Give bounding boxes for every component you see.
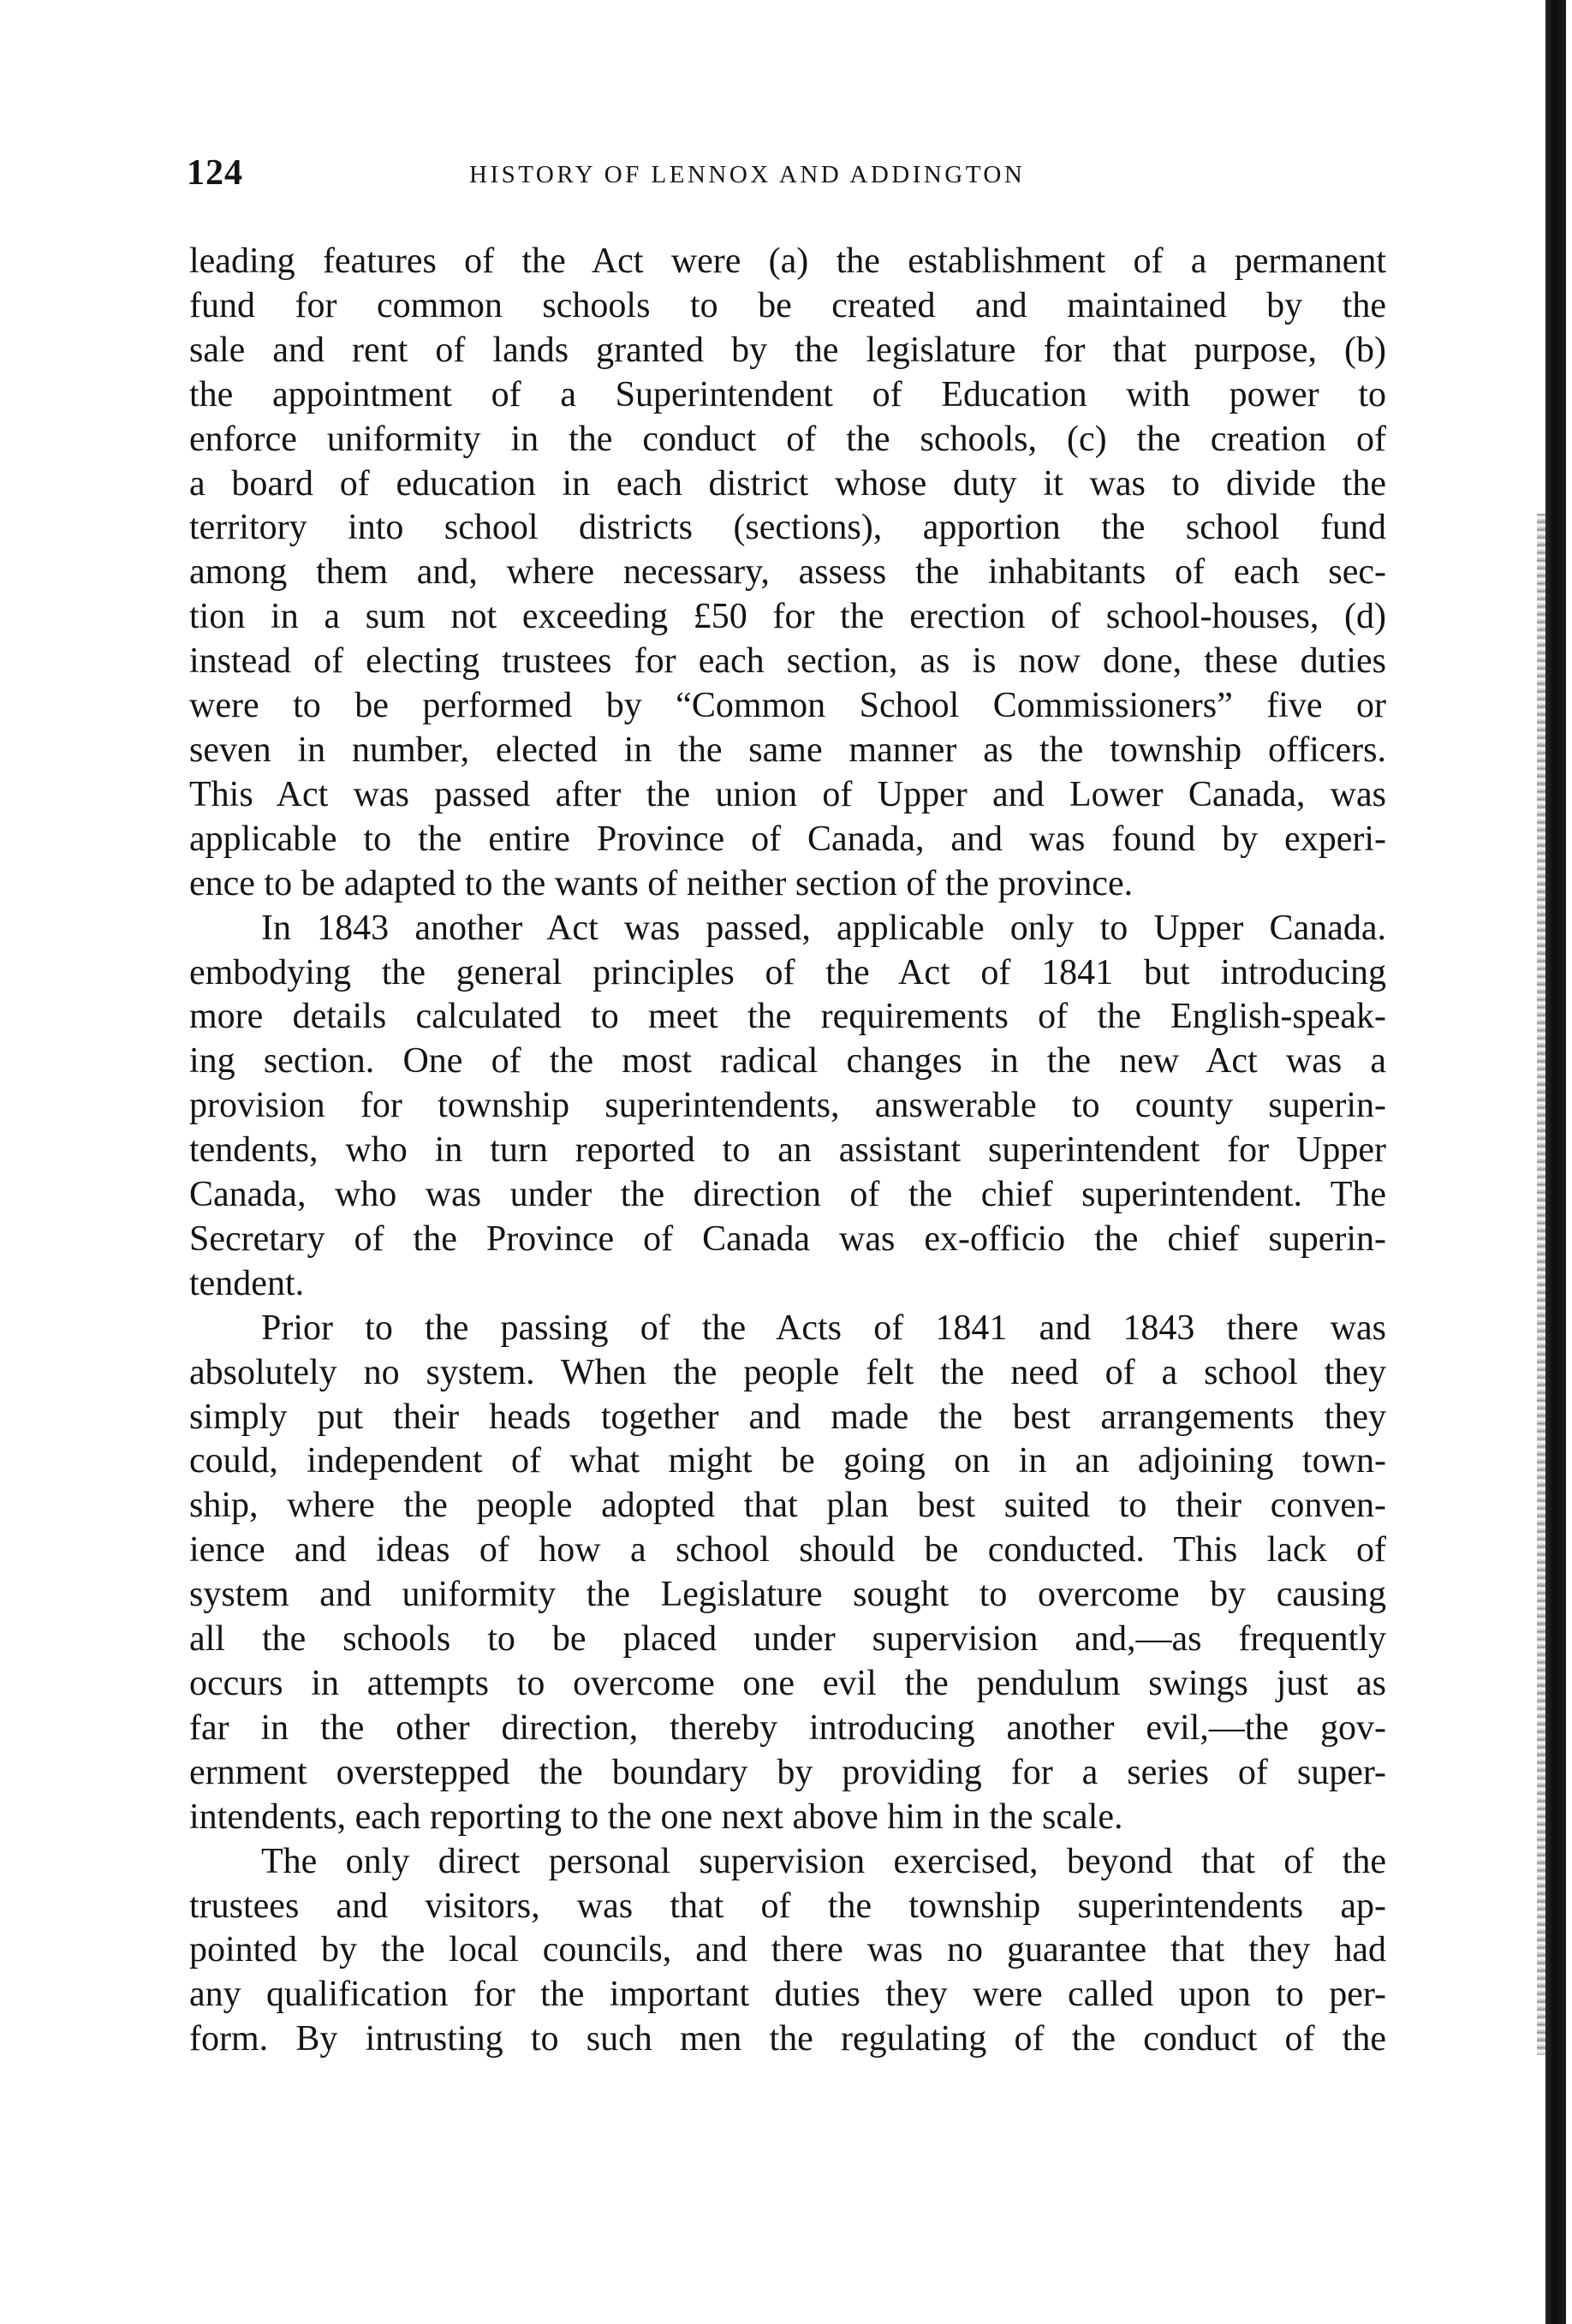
text-line: territory into school districts (sections), apportion the school fund xyxy=(189,508,1386,548)
running-head xyxy=(187,152,1385,204)
text-line: trustees and visitors, was that of the township superintendents ap- xyxy=(189,1886,1386,1926)
text-line: applicable to the entire Province of Canada, and was found by experi- xyxy=(189,819,1386,859)
text-line: Canada, who was under the direction of the chief superintendent. The xyxy=(189,1175,1386,1215)
text-line: Secretary of the Province of Canada was ex-officio the chief superin- xyxy=(189,1219,1386,1259)
text-line: provision for township superintendents, answerable to county superin- xyxy=(189,1086,1386,1126)
body-text xyxy=(189,240,1386,2062)
text-line: seven in number, elected in the same manner as the township officers. xyxy=(189,730,1386,770)
text-line: more details calculated to meet the requirements of the English-speak- xyxy=(189,997,1386,1037)
text-line: leading features of the Act were (a) the establishment of a permanent xyxy=(189,241,1386,281)
text-line: form. By intrusting to such men the regulating of the conduct of the xyxy=(189,2019,1386,2059)
text-line: enforce uniformity in the conduct of the schools, (c) the creation of xyxy=(189,419,1386,459)
text-line: absolutely no system. When the people felt the need of a school they xyxy=(189,1352,1386,1392)
text-line: sale and rent of lands granted by the legislature for that purpose, (b) xyxy=(189,330,1386,370)
text-line: a board of education in each district whose duty it was to divide the xyxy=(189,463,1386,504)
paragraph xyxy=(189,907,1386,1307)
text-line: tendents, who in turn reported to an assistant superintendent for Upper xyxy=(189,1130,1386,1171)
page-number: 124 xyxy=(187,153,243,193)
text-line: intendents, each reporting to the one next above him in the scale. xyxy=(189,1797,1123,1837)
text-line: all the schools to be placed under supervision and,—as frequently xyxy=(189,1619,1386,1660)
text-line: simply put their heads together and made the best arrangements they xyxy=(189,1397,1386,1437)
text-line: ience and ideas of how a school should be conducted. This lack of xyxy=(189,1530,1386,1570)
text-line: In 1843 another Act was passed, applicable only to Upper Canada. xyxy=(261,908,1386,948)
text-line: The only direct personal supervision exercised, beyond that of the xyxy=(261,1841,1386,1881)
text-line: ence to be adapted to the wants of neither section of the province. xyxy=(189,863,1134,903)
text-line: ernment overstepped the boundary by providing for a series of super- xyxy=(189,1752,1386,1792)
text-line: among them and, where necessary, assess the inhabitants of each sec- xyxy=(189,552,1386,593)
text-line: ing section. One of the most radical changes in the new Act was a xyxy=(189,1041,1386,1082)
text-line: Prior to the passing of the Acts of 1841 and 1843 there was xyxy=(261,1308,1386,1348)
text-line: far in the other direction, thereby introducing another evil,—the gov- xyxy=(189,1707,1386,1748)
paragraph xyxy=(189,240,1386,907)
paragraph xyxy=(189,1307,1386,1840)
text-line: tendent. xyxy=(189,1263,305,1303)
binding-edge xyxy=(1545,0,1566,2324)
paragraph xyxy=(189,1840,1386,2063)
text-line: any qualification for the important duties they were called upon to per- xyxy=(189,1975,1386,2015)
text-line: fund for common schools to be created and maintained by the xyxy=(189,285,1386,325)
text-line: the appointment of a Superintendent of Education with power to xyxy=(189,374,1386,414)
text-line: occurs in attempts to overcome one evil the pendulum swings just as xyxy=(189,1664,1386,1703)
text-line: instead of electing trustees for each section, as is now done, these duties xyxy=(189,641,1386,682)
text-line: tion in a sum not exceeding £50 for the erection of school-houses, (d) xyxy=(189,597,1386,637)
text-line: could, independent of what might be going on in an adjoining town- xyxy=(189,1441,1386,1481)
text-line: ship, where the people adopted that plan best suited to their conven- xyxy=(189,1486,1386,1526)
text-line: This Act was passed after the union of Upper and Lower Canada, was xyxy=(189,774,1386,814)
text-line: embodying the general principles of the Act of 1841 but introducing xyxy=(189,952,1386,992)
text-line: were to be performed by “Common School Commissioners” five or xyxy=(189,686,1386,726)
text-line: system and uniformity the Legislature sought to overcome by causing xyxy=(189,1575,1386,1615)
running-title: HISTORY OF LENNOX AND ADDINGTON xyxy=(469,161,1026,188)
text-line: pointed by the local councils, and there was no guarantee that they had xyxy=(189,1930,1386,1970)
